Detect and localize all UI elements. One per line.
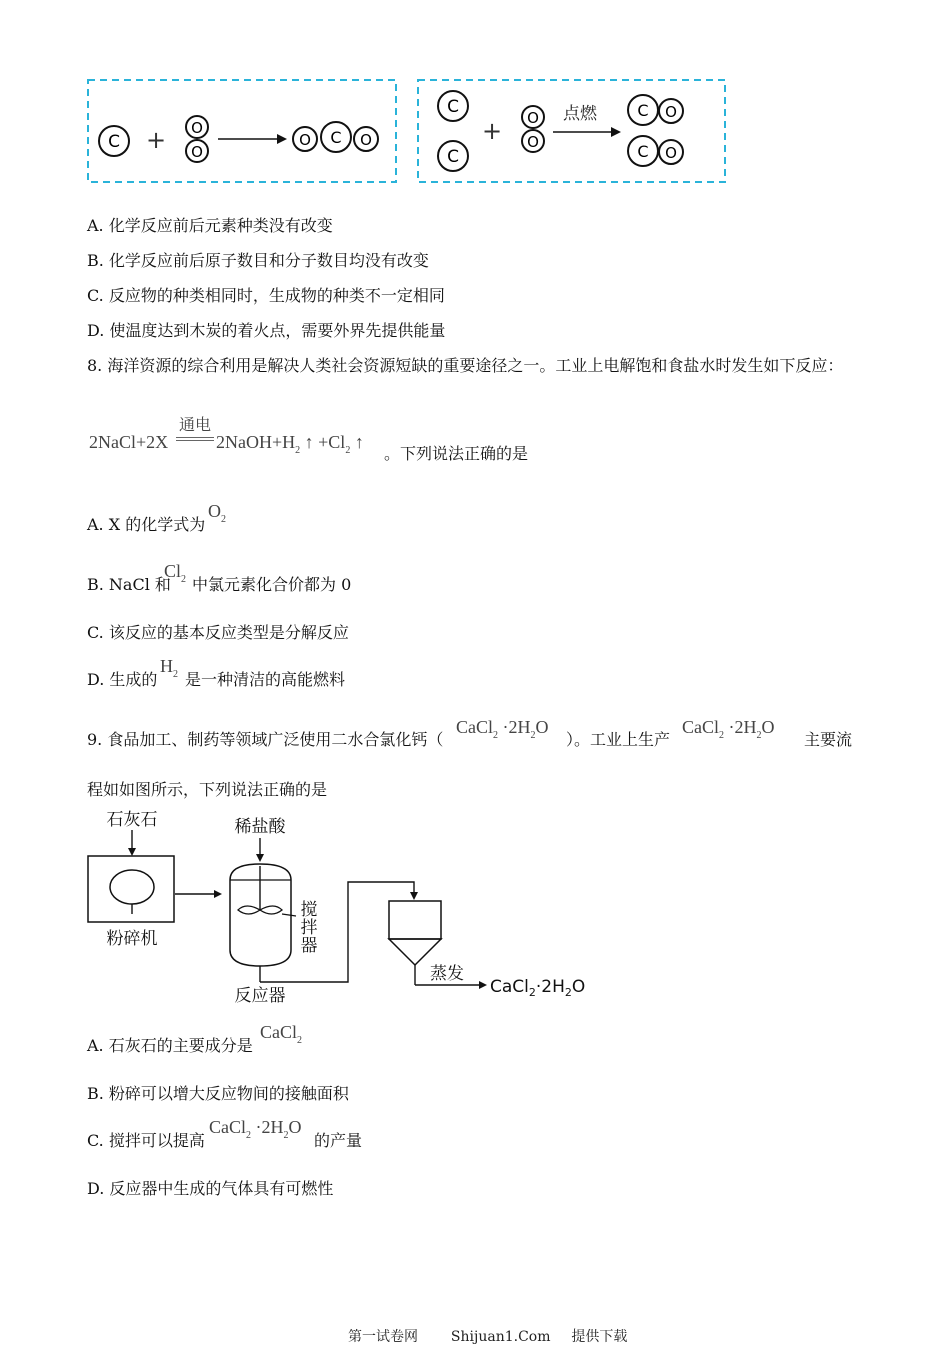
process-flow-diagram: [80, 806, 600, 1010]
q7-option-c: C. 反应物的种类相同时，生成物的种类不一定相同: [87, 286, 445, 305]
q8-option-b-prefix: B. NaCl 和: [87, 575, 171, 594]
stirrer-label: 搅: [300, 900, 318, 920]
stirrer-label: 器: [300, 936, 318, 956]
plus-sign: +: [481, 117, 503, 145]
formula-cacl2-2h2o: CaCl$_2$ $\cdot 2H_2O$: [456, 717, 549, 741]
stirrer-label: 拌: [300, 918, 318, 938]
crusher-label: 粉碎机: [106, 929, 158, 949]
svg-text:O: O: [191, 119, 203, 137]
q9-option-d: D. 反应器中生成的气体具有可燃性: [87, 1179, 334, 1198]
svg-text:O: O: [299, 131, 311, 149]
q8-option-a: A. X 的化学式为: [87, 515, 206, 534]
q8-option-d-prefix: D. 生成的: [87, 670, 158, 689]
svg-text:O: O: [665, 144, 677, 162]
q8-option-d-suffix: 是一种清洁的高能燃料: [185, 670, 346, 689]
reaction-arrow: [553, 127, 621, 137]
svg-text:C: C: [637, 142, 649, 161]
formula-cacl2-2h2o: CaCl$_2$ $\cdot 2H_2O$: [682, 717, 775, 741]
svg-text:O: O: [527, 133, 539, 151]
carbon-monoxide-molecule: [628, 136, 683, 166]
q7-option-b: B. 化学反应前后原子数目和分子数目均没有改变: [87, 251, 429, 270]
svg-text:C: C: [637, 101, 649, 120]
svg-text:C: C: [447, 147, 459, 167]
oxygen-molecule: [186, 116, 208, 162]
footer-download: 提供下载: [571, 1329, 628, 1345]
transfer-pipe: [260, 882, 418, 982]
svg-text:C: C: [447, 97, 459, 117]
q9-stem-suffix: 主要流: [804, 730, 853, 749]
equation-lhs: 2NaCl+2X: [89, 432, 169, 452]
formula-cl2: $Cl_2$: [164, 561, 187, 585]
equation-rhs: $2NaOH+H_2$ ↑ $+Cl_2$ ↑: [216, 432, 364, 456]
oxygen-molecule: [522, 106, 544, 152]
reactor-vessel: [230, 864, 296, 982]
q9-option-c-suffix: 的产量: [314, 1131, 363, 1150]
carbon-dioxide-molecule: [293, 122, 378, 152]
plus-sign: +: [145, 126, 167, 154]
evaporate-label: 蒸发: [430, 964, 464, 984]
q9-stem-mid: ）。工业上生产: [566, 730, 671, 749]
svg-text:C: C: [330, 128, 342, 147]
formula-cacl2-2h2o: CaCl$_2$ $\cdot 2H_2O$: [209, 1117, 302, 1141]
svg-text:O: O: [191, 143, 203, 161]
footer-site-en[interactable]: Shijuan1.Com: [450, 1329, 551, 1345]
q8-option-b-suffix: 中氯元素化合价都为 0: [192, 575, 352, 594]
carbon-monoxide-molecule: [628, 95, 683, 125]
acid-label: 稀盐酸: [234, 817, 286, 837]
q9-stem-prefix: 9. 食品加工、制药等领域广泛使用二水合氯化钙（: [87, 730, 444, 749]
q8-equation: [89, 432, 168, 453]
formula-h2: $H_2$: [160, 656, 178, 680]
q7-option-d: D. 使温度达到木炭的着火点，需要外界先提供能量: [87, 321, 446, 340]
equation-after-text: 。下列说法正确的是: [384, 444, 529, 463]
carbon-atom: [99, 126, 129, 156]
svg-text:C: C: [108, 132, 120, 152]
q9-stem-line2: 程如如图所示，下列说法正确的是: [87, 780, 328, 799]
limestone-label: 石灰石: [106, 810, 158, 830]
svg-text:O: O: [360, 131, 372, 149]
svg-text:O: O: [527, 109, 539, 127]
product-label: $CaCl_2\cdot 2H_2O$: [490, 977, 586, 999]
q8-option-c: C. 该反应的基本反应类型是分解反应: [87, 623, 349, 642]
q9-option-c-prefix: C. 搅拌可以提高: [87, 1131, 205, 1150]
reaction-arrow: [218, 134, 287, 144]
svg-text:O: O: [665, 103, 677, 121]
carbon-atoms-pair: [438, 91, 468, 171]
reactor-label: 反应器: [234, 986, 286, 1006]
crusher-box: [88, 856, 174, 922]
formula-cacl2: CaCl$_2$: [260, 1022, 303, 1046]
footer: [348, 1326, 627, 1346]
ignite-label: 点燃: [563, 104, 597, 124]
q8-stem: 8. 海洋资源的综合利用是解决人类社会资源短缺的重要途径之一。工业上电解饱和食盐水时发生如下反应：: [87, 356, 844, 375]
q7-option-a: A. 化学反应前后元素种类没有改变: [87, 216, 333, 235]
equation-condition: 通电: [176, 417, 214, 441]
q9-option-a-prefix: A. 石灰石的主要成分是: [87, 1036, 253, 1055]
footer-site-cn: 第一试卷网: [348, 1329, 418, 1345]
q9-option-b: B. 粉碎可以增大反应物间的接触面积: [87, 1084, 349, 1103]
reaction-diagram: [85, 76, 735, 188]
formula-o2: $O_2$: [208, 501, 226, 525]
